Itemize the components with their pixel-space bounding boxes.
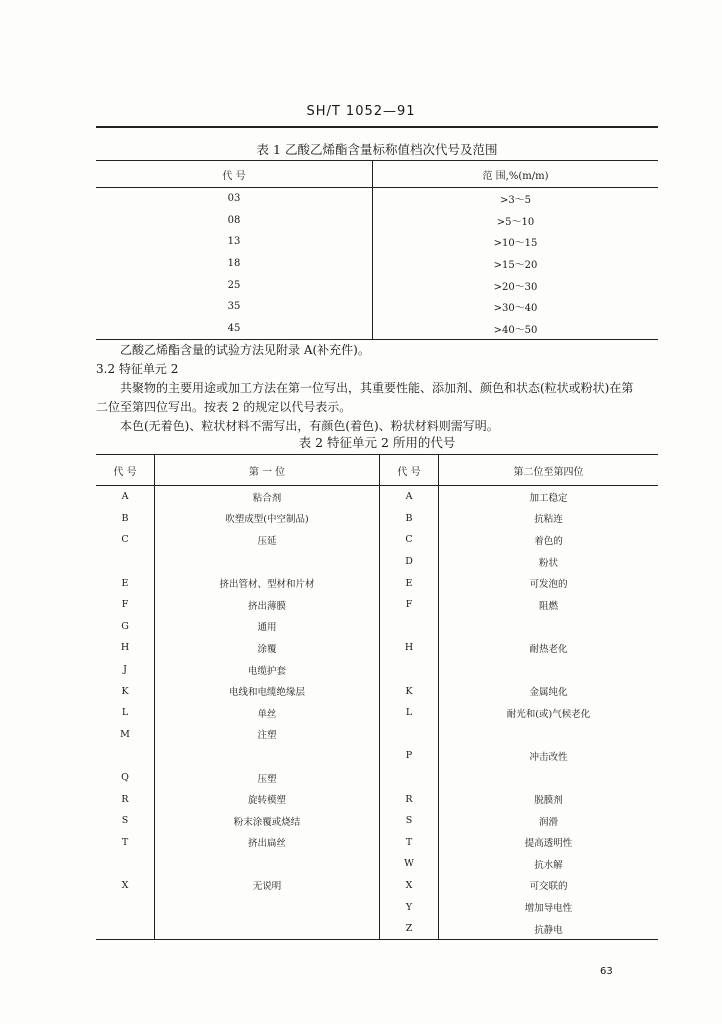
table2-second-to-fourth-cell: 耐热老化 xyxy=(529,643,568,655)
table2-row xyxy=(96,810,658,832)
table2-second-to-fourth-cell: 可发泡的 xyxy=(529,579,568,591)
table2-first-position-cell: 电缆护套 xyxy=(155,659,380,681)
table2-first-position-cell: 压延 xyxy=(155,529,380,551)
table2-code1-cell: R xyxy=(96,788,155,810)
table1-range-cell: >10～15 xyxy=(493,238,538,250)
table2-row xyxy=(96,616,658,638)
table2-code1-cell: X xyxy=(96,875,155,897)
table1-code-cell: 18 xyxy=(96,253,373,275)
table2-code1-cell xyxy=(96,853,155,875)
table2-first-position-cell: 电线和电缆绝缘层 xyxy=(155,680,380,702)
table2-row xyxy=(96,745,658,767)
table2-first-position-cell: 挤出管材、型材和片材 xyxy=(155,572,380,594)
table2-code1-cell: C xyxy=(96,529,155,551)
table2-row xyxy=(96,788,658,810)
table2-code2-cell: Z xyxy=(380,918,439,940)
table2-second-to-fourth-cell: 阻燃 xyxy=(538,600,558,612)
table1-row xyxy=(96,318,658,340)
table2-first-position-cell: 通用 xyxy=(155,616,380,638)
table2-second-to-fourth-cell xyxy=(439,724,659,746)
table2-second-to-fourth-cell xyxy=(439,659,659,681)
table2-second-to-fourth-cell: 耐光和(或)气候老化 xyxy=(506,708,591,720)
table2-first-position-cell xyxy=(155,745,380,767)
paragraph-usage-line2: 二位至第四位写出。按表 2 的规定以代号表示。 xyxy=(96,400,352,414)
table2 xyxy=(96,454,658,940)
table2-second-to-fourth-cell: 粉状 xyxy=(538,557,558,569)
table2-code1-cell: G xyxy=(96,616,155,638)
table2-body xyxy=(96,486,658,940)
table2-second-to-fourth-cell: 可交联的 xyxy=(529,881,568,893)
table1-caption: 表 1 乙酸乙烯酯含量标称值档次代号及范围 xyxy=(256,142,498,157)
table2-row xyxy=(96,508,658,530)
table2-first-position-cell xyxy=(155,896,380,918)
table2-code1-cell: S xyxy=(96,810,155,832)
table2-first-position-cell xyxy=(155,918,380,940)
header-rule xyxy=(96,126,658,128)
table2-code2-cell: B xyxy=(380,508,439,530)
table2-code1-cell xyxy=(96,745,155,767)
table1-code-cell: 08 xyxy=(96,210,373,232)
table2-second-to-fourth-cell: 润滑 xyxy=(538,816,558,828)
paragraph-usage-line1: 共聚物的主要用途或加工方法在第一位写出，其重要性能、添加剂、颜色和状态(粒状或粉状)在第 xyxy=(120,381,634,395)
section-heading-3-2: 3.2 特征单元 2 xyxy=(96,362,179,376)
table1-row xyxy=(96,274,658,296)
table2-code2-cell: C xyxy=(380,529,439,551)
table2-header-first-position: 第 一 位 xyxy=(155,455,380,486)
table1-range-cell: >40～50 xyxy=(373,318,659,340)
table2-second-to-fourth-cell: 金属纯化 xyxy=(529,687,568,699)
table2-code2-cell: R xyxy=(380,788,439,810)
table1-code-cell: 25 xyxy=(96,274,373,296)
table2-row xyxy=(96,551,658,573)
table2-row xyxy=(96,724,658,746)
table1-header-code: 代 号 xyxy=(96,161,373,188)
table1-range-cell: >5～10 xyxy=(496,216,535,228)
table2-row xyxy=(96,918,658,940)
table2-first-position-cell: 涂覆 xyxy=(155,637,380,659)
table2-code2-cell xyxy=(380,767,439,789)
table2-code2-cell: X xyxy=(380,875,439,897)
table2-second-to-fourth-cell: 脱膜剂 xyxy=(534,795,563,807)
table1-range-cell: >20～30 xyxy=(493,281,538,293)
standard-code-header: SH/T 1052—91 xyxy=(306,104,416,119)
table2-first-position-cell xyxy=(155,853,380,875)
table2-row xyxy=(96,572,658,594)
table2-code1-cell xyxy=(96,551,155,573)
table1 xyxy=(96,160,658,340)
table2-code1-cell: B xyxy=(96,508,155,530)
table2-code2-cell: T xyxy=(380,832,439,854)
table2-code2-cell xyxy=(380,659,439,681)
table2-code2-cell: F xyxy=(380,594,439,616)
table1-code-cell: 13 xyxy=(96,231,373,253)
table2-code2-cell xyxy=(380,724,439,746)
table2-first-position-cell: 压塑 xyxy=(155,767,380,789)
table2-code1-cell: H xyxy=(96,637,155,659)
table2-header-code1: 代 号 xyxy=(96,455,155,486)
table2-first-position-cell: 无说明 xyxy=(155,875,380,897)
table2-code1-cell: Q xyxy=(96,767,155,789)
table2-code1-cell: A xyxy=(96,486,155,508)
table2-code2-cell: W xyxy=(380,853,439,875)
table2-code1-cell: T xyxy=(96,832,155,854)
table2-second-to-fourth-cell: 抗水解 xyxy=(534,859,563,871)
table2-first-position-cell: 注塑 xyxy=(155,724,380,746)
table2-code1-cell: E xyxy=(96,572,155,594)
table2-code2-cell: K xyxy=(380,680,439,702)
table2-code2-cell: P xyxy=(380,745,439,767)
table2-row xyxy=(96,875,658,897)
table2-row xyxy=(96,702,658,724)
table2-row xyxy=(96,486,658,508)
table2-row xyxy=(96,594,658,616)
table2-first-position-cell: 挤出扁丝 xyxy=(155,832,380,854)
paragraph-color-note: 本色(无着色)、粒状材料不需写出，有颜色(着色)、粉状材料则需写明。 xyxy=(120,419,499,433)
table2-second-to-fourth-cell: 冲击改性 xyxy=(529,751,568,763)
table1-row xyxy=(96,188,658,210)
table2-row xyxy=(96,832,658,854)
table2-code2-cell xyxy=(380,616,439,638)
table2-second-to-fourth-cell: 提高透明性 xyxy=(524,838,573,850)
table2-row xyxy=(96,853,658,875)
table1-range-cell: >30～40 xyxy=(493,303,538,315)
table2-first-position-cell: 单丝 xyxy=(155,702,380,724)
table2-first-position-cell: 挤出薄膜 xyxy=(155,594,380,616)
table2-first-position-cell: 粘合剂 xyxy=(155,486,380,508)
table2-code2-cell: S xyxy=(380,810,439,832)
table2-row xyxy=(96,896,658,918)
table2-second-to-fourth-cell xyxy=(439,767,659,789)
table1-row xyxy=(96,231,658,253)
table1-row xyxy=(96,296,658,318)
table2-row xyxy=(96,680,658,702)
table2-caption: 表 2 特征单元 2 所用的代号 xyxy=(298,435,456,450)
table2-row xyxy=(96,637,658,659)
table2-code2-cell: L xyxy=(380,702,439,724)
table2-row xyxy=(96,659,658,681)
table2-code1-cell: L xyxy=(96,702,155,724)
table2-first-position-cell: 粉末涂覆或烧结 xyxy=(155,810,380,832)
table1-code-cell: 45 xyxy=(96,318,373,340)
table2-code2-cell: E xyxy=(380,572,439,594)
table2-code2-cell: A xyxy=(380,486,439,508)
table2-code2-cell: H xyxy=(380,637,439,659)
table2-second-to-fourth-cell: 抗粘连 xyxy=(534,514,563,526)
page-number: 63 xyxy=(600,966,613,977)
table2-code1-cell xyxy=(96,896,155,918)
table1-header-range: 范 围,%(m/m) xyxy=(373,161,659,188)
table2-second-to-fourth-cell: 抗静电 xyxy=(439,918,659,940)
table2-first-position-cell: 旋转模塑 xyxy=(155,788,380,810)
table2-second-to-fourth-cell: 着色的 xyxy=(534,535,563,547)
table2-second-to-fourth-cell: 加工稳定 xyxy=(529,492,568,504)
paragraph-appendix-note: 乙酸乙烯酯含量的试验方法见附录 A(补充件)。 xyxy=(120,343,370,357)
table2-row xyxy=(96,767,658,789)
table2-first-position-cell xyxy=(155,551,380,573)
table2-code2-cell: D xyxy=(380,551,439,573)
table1-range-cell: >15～20 xyxy=(493,260,538,272)
table2-code1-cell xyxy=(96,918,155,940)
table1-body xyxy=(96,188,658,340)
table2-header-second-to-fourth: 第二位至第四位 xyxy=(439,455,659,486)
table2-second-to-fourth-cell xyxy=(439,616,659,638)
table2-first-position-cell: 吹塑成型(中空制品) xyxy=(155,508,380,530)
table2-code1-cell: K xyxy=(96,680,155,702)
table1-row xyxy=(96,253,658,275)
table1-code-cell: 03 xyxy=(96,188,373,210)
table2-code1-cell: F xyxy=(96,594,155,616)
table2-code1-cell: J xyxy=(96,659,155,681)
table2-second-to-fourth-cell: 增加导电性 xyxy=(524,903,573,915)
table2-code1-cell: M xyxy=(96,724,155,746)
table2-row xyxy=(96,529,658,551)
table2-code2-cell: Y xyxy=(380,896,439,918)
table1-range-cell: >3～5 xyxy=(499,195,532,207)
table2-header-code2: 代 号 xyxy=(380,455,439,486)
table1-row xyxy=(96,210,658,232)
table1-code-cell: 35 xyxy=(96,296,373,318)
